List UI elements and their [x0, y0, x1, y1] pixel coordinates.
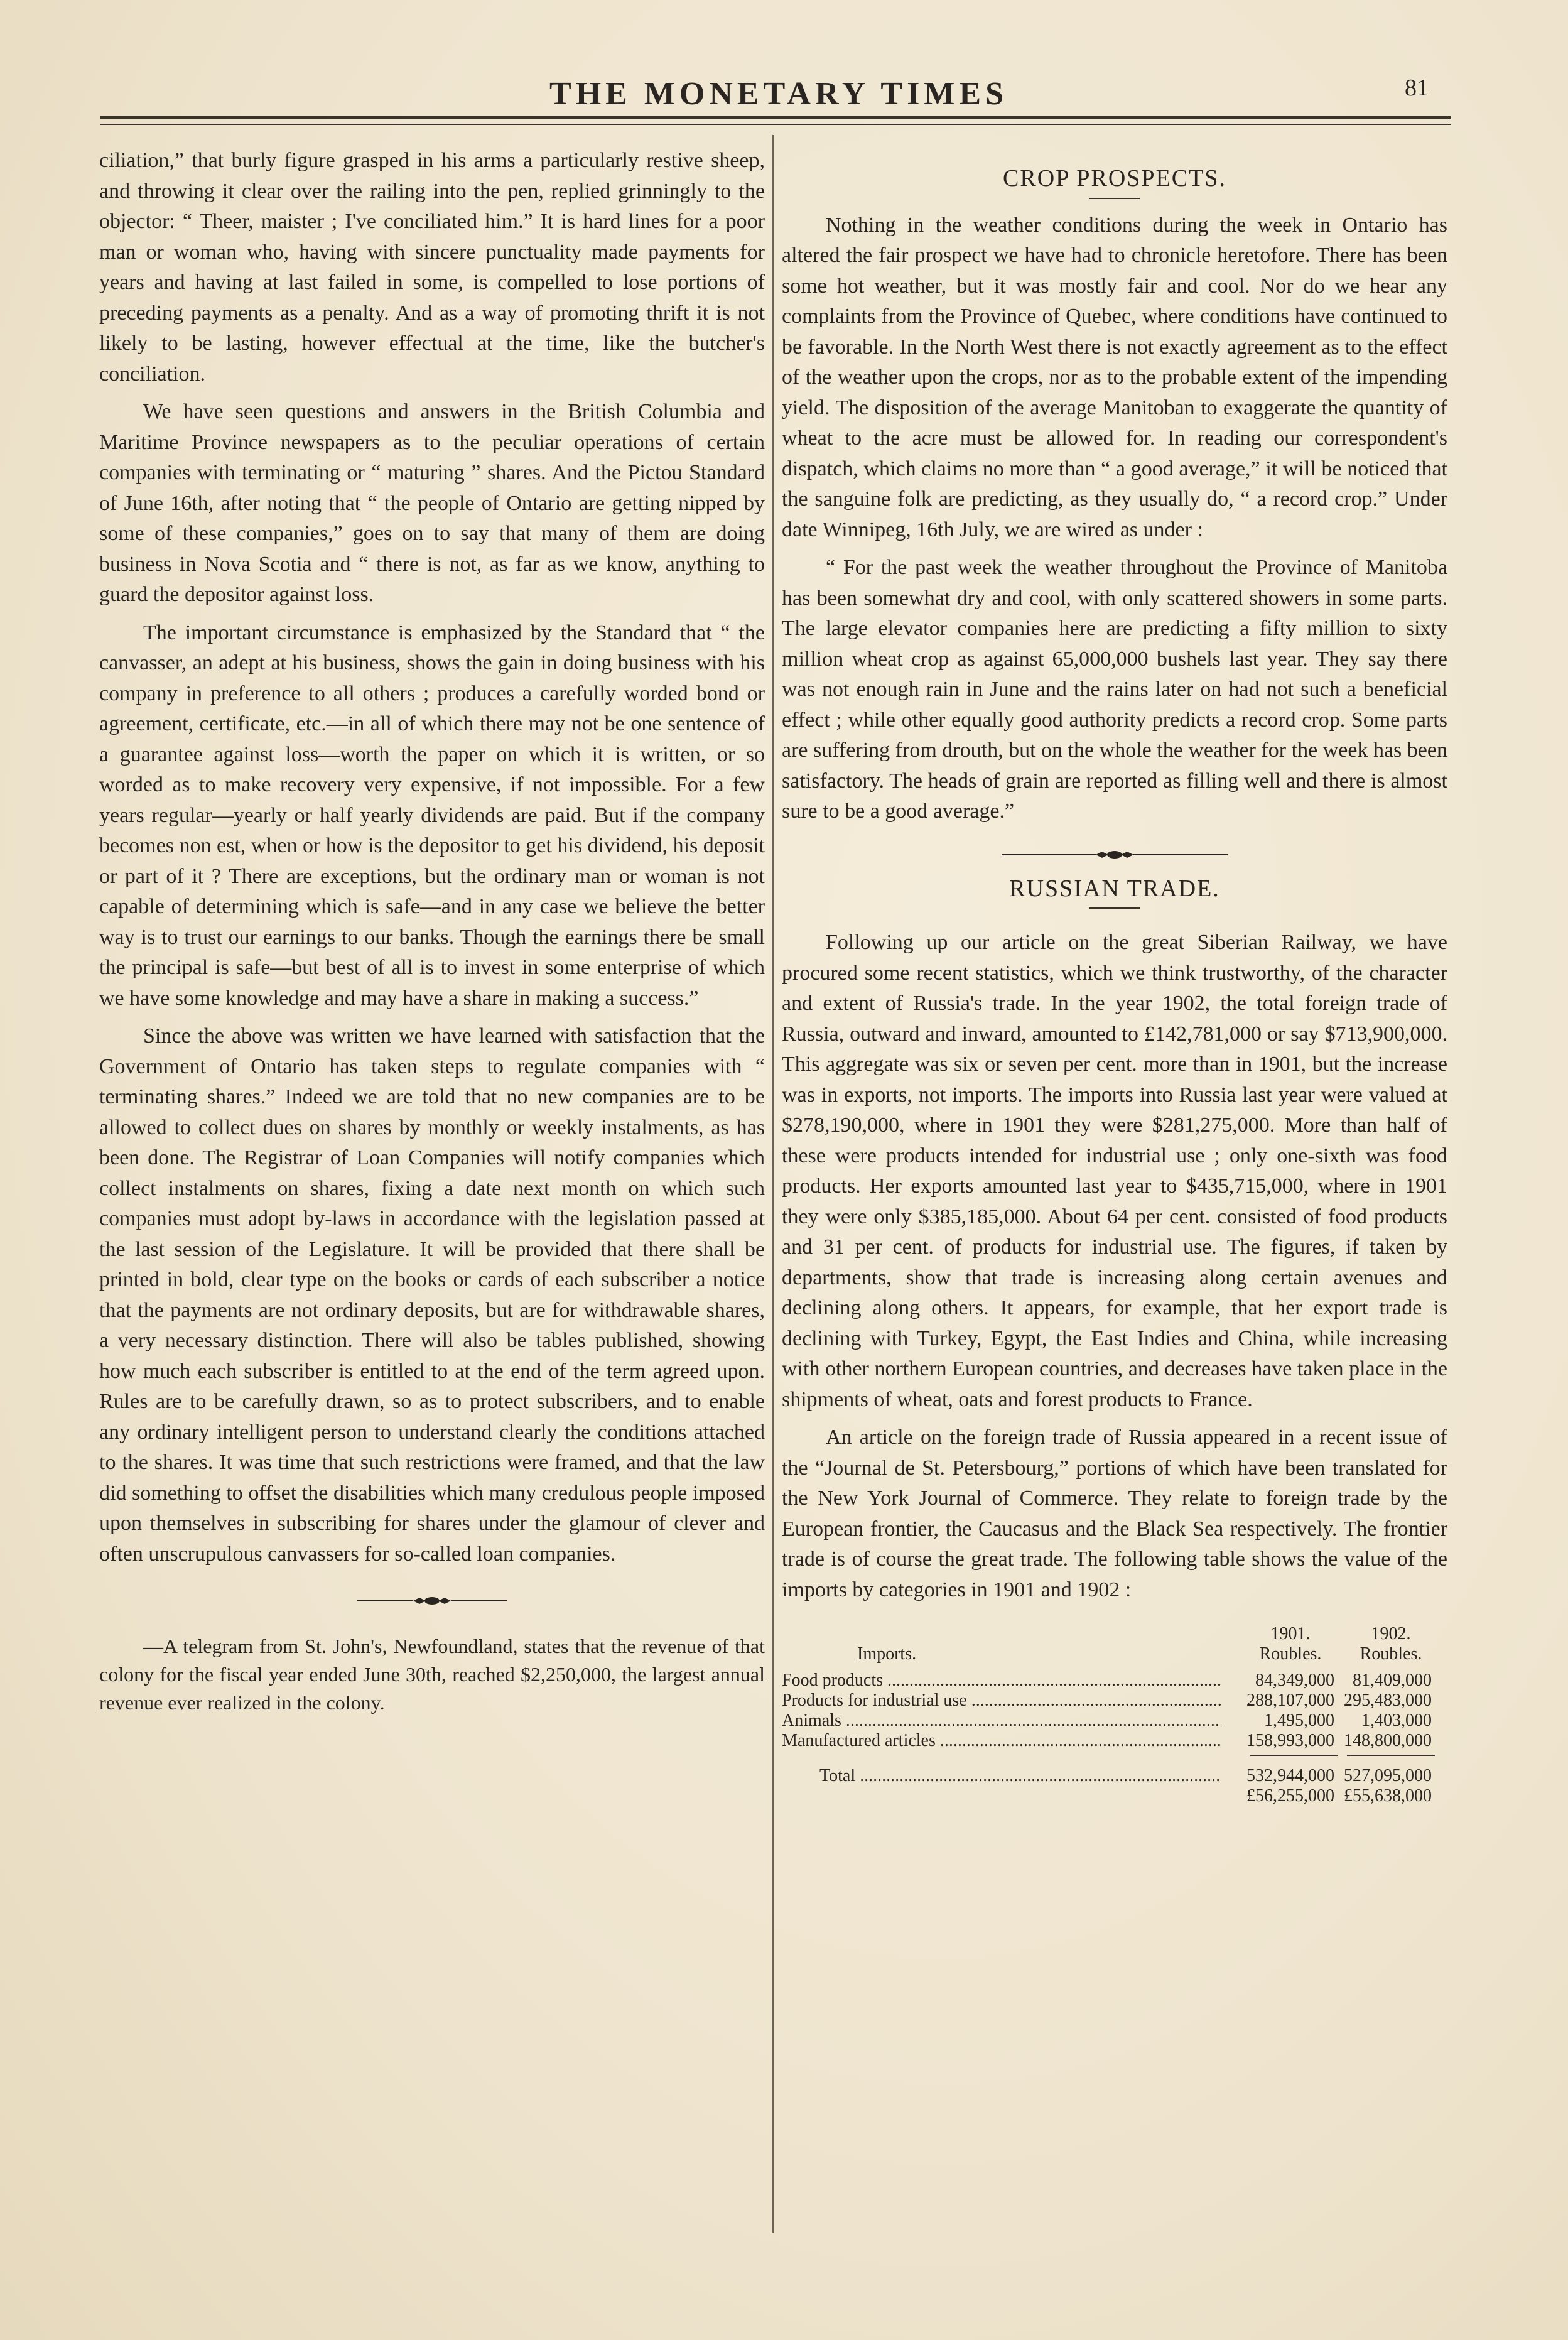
table-header-imports: Imports.: [857, 1644, 917, 1664]
table-header-year-1902: 1902.: [1371, 1624, 1411, 1644]
right-column: [782, 157, 1447, 1806]
masthead-rule-thin: [100, 124, 1451, 125]
left-column: [99, 146, 765, 1725]
masthead: [104, 75, 1454, 119]
crop-prospects-heading: CROP PROSPECTS.: [1003, 165, 1226, 192]
russian-trade-heading: RUSSIAN TRADE.: [1009, 875, 1220, 902]
table-row: [782, 1691, 1435, 1711]
row-value-1902: 148,800,000: [1344, 1731, 1432, 1750]
crop-paragraph-2: “ For the past week the weather throughout the Province of Manitoba has been somewhat dry and cool, with only scattered showers in some parts. The large elevator companies here are predicting a fifty million to sixty million wheat crop as against 65,000,000 bushels last year. They say there was not enough rain in June and the rains later on had not such a beneficial effect ; while other equally good authority predicts a record crop. Some parts are suffering from drouth, but on the whole the weather for the week has been satisfactory. The heads of grain are reported as filling well and there is almost sure to be a good average.”: [782, 556, 1447, 823]
table-header-unit-1901: Roubles.: [1259, 1644, 1322, 1664]
sterling-value-1901: £56,255,000: [1246, 1786, 1334, 1806]
row-value-1901: 158,993,000: [1246, 1731, 1334, 1750]
row-value-1902: 1,403,000: [1361, 1711, 1432, 1730]
crop-paragraph-1: Nothing in the weather conditions during the week in Ontario has altered the fair prospect we have had to chronicle heretofore. There has been some hot weather, but it was mostly fair and cool. Nor do we hear any complaints from the Province of Quebec, where conditions have continued to be favorable. In the North West there is not exactly agreement as to the effect of the weather upon the crops, nor as to the probable extent of the impending yield. The disposition of the average Manitoban to exaggerate the quantity of wheat to the acre must be allowed for. In reading our correspondent's dispatch, which claims no more than “ a good average,” it will be noticed that the sanguine folk are predicting, as they usually do, “ a record crop.” Under date Winnipeg, 16th July, we are wired as under :: [782, 213, 1447, 541]
heading-rule: [1089, 198, 1140, 199]
table-total-row: [782, 1766, 1435, 1786]
row-category: Products for industrial use .....: [782, 1691, 1221, 1711]
publication-title: THE MONETARY TIMES: [549, 76, 1008, 112]
row-category: Animals .....: [782, 1711, 1221, 1731]
table-header: [782, 1620, 1435, 1671]
left-paragraph-2: We have seen questions and answers in the British Columbia and Maritime Province newspapers as to the peculiar operations of certain companies with terminating or “ maturing ” shares. And the Pictou Standard of June 16th, after noting that “ the people of Ontario are getting nipped by some of these companies,” goes on to say that many of them are doing business in Nova Scotia and “ there is not, as far as we know, anything to guard the depositor against loss.: [99, 400, 765, 606]
total-label: Total .....: [819, 1766, 1221, 1786]
sterling-value-1902: £55,638,000: [1344, 1786, 1432, 1806]
ornament-divider-right: [1002, 848, 1228, 861]
left-paragraph-1: ciliation,” that burly figure grasped in his arms a particularly restive sheep, and throwing it clear over the railing into the pen, replied grinningly to the objector: “ Theer, maister ; I've conciliated him.” It is hard lines for a poor man or woman who, having with sincere punctuality made payments for years and having at last failed in some, is compelled to lose portions of preceding payments as a penalty. And as a way of promoting thrift it is not likely to be lasting, however effectual at the time, like the butcher's conciliation.: [99, 149, 765, 386]
russia-paragraph-1: Following up our article on the great Siberian Railway, we have procured some recent statistics, which we think trustworthy, of the character and extent of Russia's trade. In the year 1902, the total foreign trade of Russia, outward and inward, amounted to £142,781,000 or say $713,900,000. This aggregate was six or seven per cent. more than in 1901, but the increase was in exports, not imports. The imports into Russia last year were valued at $278,190,000, where in 1901 they were $281,275,000. More than half of these were products intended for industrial use ; only one-sixth was food products. Her exports amounted last year to $435,715,000, where in 1901 they were only $385,185,000. About 64 per cent. consisted of food products and 31 per cent. of products for industrial use. The figures, if taken by departments, show that trade is increasing along certain avenues and declining along others. It appears, for example, that her export trade is declining with Turkey, Egypt, the East Indies and China, while increasing with other northern European countries, and decreases have taken place in the shipments of wheat, oats and forest products to France.: [782, 931, 1447, 1411]
table-sum-rule: [782, 1751, 1435, 1760]
total-value-1902: 527,095,000: [1344, 1766, 1432, 1785]
total-value-1901: 532,944,000: [1246, 1766, 1334, 1785]
table-row: [782, 1731, 1435, 1751]
left-paragraph-3: The important circumstance is emphasized by the Standard that “ the canvasser, an adept at his business, shows the gain in doing business with his company in preference to all others ; produces a carefully worded bond or agreement, certificate, etc.—in all of which there may not be one sentence of a guarantee against loss—worth the paper on which it is written, or so worded as to make recovery very expensive, if not impossible. For a few years regular—yearly or half yearly dividends are paid. But if the company becomes non est, when or how is the depositor to get his dividend, his deposit or part of it ? There are exceptions, but the ordinary man or woman is not capable of determining which is safe—and in any case we believe the better way is to trust our earnings to our banks. Though the earnings there be small the principal is safe—but best of all is to invest in some enterprise of which we have some knowledge and may have a share in making a success.”: [99, 620, 765, 1010]
column-divider: [772, 135, 774, 2233]
row-category: Manufactured articles .....: [782, 1731, 1221, 1751]
table-header-year-1901: 1901.: [1270, 1624, 1311, 1644]
row-value-1901: 84,349,000: [1255, 1671, 1334, 1690]
ornament-divider-left: [357, 1595, 507, 1607]
left-paragraph-4: Since the above was written we have learned with satisfaction that the Government of Ontario has taken steps to regulate companies with “ terminating shares.” Indeed we are told that no new companies are to be allowed to collect dues on shares by monthly or weekly instalments, as has been done. The Registrar of Loan Companies will notify companies which collect instalments on shares, fixing a date next month on which such companies must adopt by-laws in accordance with the legislation passed at the last session of the Legislature. It will be provided that there shall be printed in bold, clear type on the books or cards of each subscriber a notice that the payments are not ordinary deposits, but are for withdrawable shares, a very necessary distinction. There will also be tables published, showing how much each subscriber is entitled to at the end of the term agreed upon. Rules are to be carefully drawn, so as to protect subscribers, and to enable any ordinary intelligent person to understand clearly the conditions attached to the shares. It was time that such restrictions were framed, and that the law did something to offset the disabilities which many credulous people imposed upon themselves in subscribing for shares under the glamour of clever and often unscrupulous canvassers for so-called loan companies.: [99, 1024, 765, 1566]
table-header-unit-1902: Roubles.: [1360, 1644, 1422, 1664]
table-sterling-row: [782, 1786, 1435, 1806]
page-number: 81: [1405, 75, 1429, 101]
row-value-1902: 295,483,000: [1344, 1691, 1432, 1710]
row-value-1901: 288,107,000: [1246, 1691, 1334, 1710]
row-value-1901: 1,495,000: [1264, 1711, 1334, 1730]
table-row: [782, 1671, 1435, 1691]
masthead-rule-thick: [100, 116, 1451, 119]
imports-table: [782, 1620, 1435, 1806]
row-value-1902: 81,409,000: [1353, 1671, 1432, 1690]
heading-rule: [1089, 907, 1140, 909]
row-category: Food products .....: [782, 1671, 1221, 1691]
table-row: [782, 1711, 1435, 1731]
telegram-note: —A telegram from St. John's, Newfoundland, states that the revenue of that colony for the fiscal year ended June 30th, reached $2,250,000, the largest annual revenue ever realized in the colony.: [99, 1635, 765, 1714]
russia-paragraph-2: An article on the foreign trade of Russia appeared in a recent issue of the “Journal de St. Petersbourg,” portions of which have been translated for the New York Journal of Commerce. They relate to foreign trade by the European frontier, the Caucasus and the Black Sea respectively. The frontier trade is of course the great trade. The following table shows the value of the imports by categories in 1901 and 1902 :: [782, 1426, 1447, 1601]
